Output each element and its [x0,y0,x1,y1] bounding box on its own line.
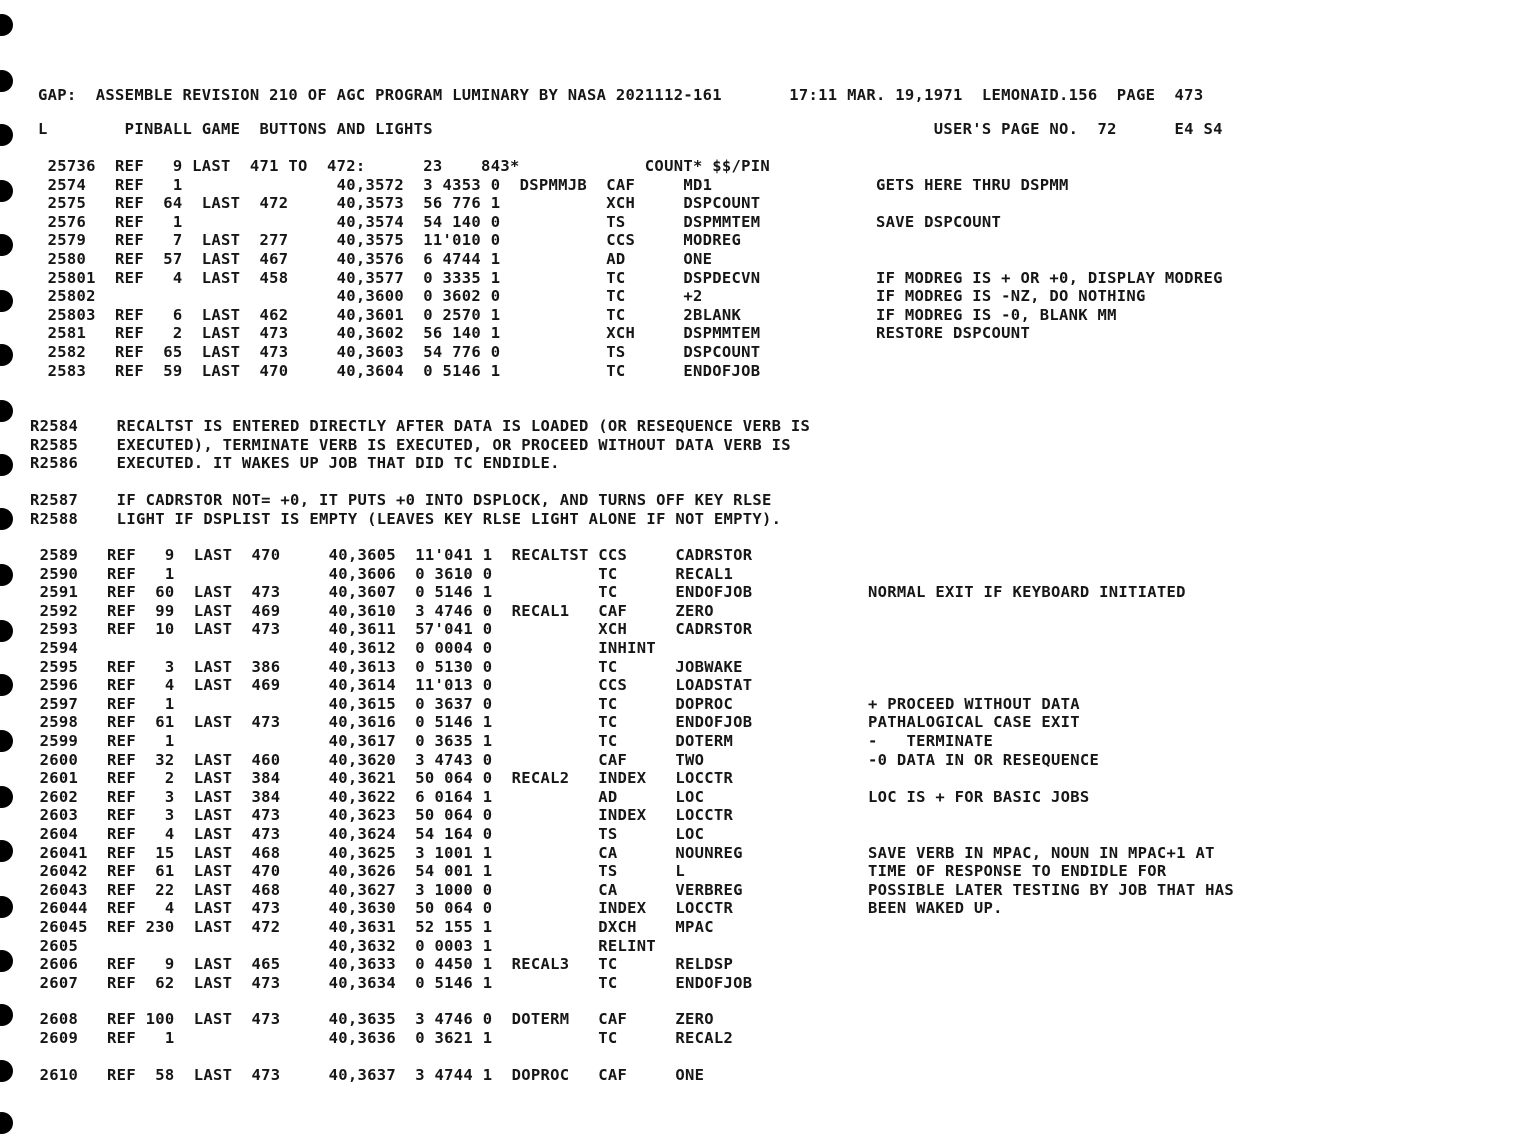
binder-hole [0,400,13,422]
listing-line: 2582 REF 65 LAST 473 40,3603 54 776 0 TS DSPCOUNT [38,343,761,361]
listing-line: 2608 REF 100 LAST 473 40,3635 3 4746 0 DOTERM CAF ZERO [30,1010,714,1028]
listing-line: 2580 REF 57 LAST 467 40,3576 6 4744 1 AD ONE [38,250,713,268]
binder-hole [0,896,13,918]
listing-line: 25802 40,3600 0 3602 0 TC +2 IF MODREG IS -NZ, DO NOTHING [38,287,1146,306]
listing-line: 2602 REF 3 LAST 384 40,3622 6 0164 1 AD LOC LOC IS + FOR BASIC JOBS [30,787,1090,806]
listing-line: 2574 REF 1 40,3572 3 4353 0 DSPMMJB CAF MD1 GETS HERE THRU DSPMM [38,175,1069,194]
listing-line: 2581 REF 2 LAST 473 40,3602 56 140 1 XCH DSPMMTEM RESTORE DSPCOUNT [38,324,1031,343]
listing-line: 2610 REF 58 LAST 473 40,3637 3 4744 1 DOPROC CAF ONE [30,1066,705,1084]
binder-hole [0,1060,13,1082]
listing-line: 26044 REF 4 LAST 473 40,3630 50 064 0 INDEX LOCCTR BEEN WAKED UP. [30,899,1003,918]
listing-line: 2576 REF 1 40,3574 54 140 0 TS DSPMMTEM SAVE DSPCOUNT [38,212,1002,231]
binder-hole [0,1004,13,1026]
binder-hole [0,950,13,972]
listing-line: 2597 REF 1 40,3615 0 3637 0 TC DOPROC + PROCEED WITHOUT DATA [30,694,1080,713]
listing-line: 2605 40,3632 0 0003 1 RELINT [30,936,657,955]
binder-hole [0,508,13,530]
listing-line: 2589 REF 9 LAST 470 40,3605 11'041 1 RECALTST CCS CADRSTOR [30,546,753,564]
binder-hole [0,14,13,36]
listing-line: 2601 REF 2 LAST 384 40,3621 50 064 0 RECAL2 INDEX LOCCTR [30,769,734,788]
listing-line: 2593 REF 10 LAST 473 40,3611 57'041 0 XCH CADRSTOR [30,620,753,639]
listing-line: 26043 REF 22 LAST 468 40,3627 3 1000 0 CA VERBREG POSSIBLE LATER TESTING BY JOB THAT HAS [30,880,1234,899]
listing-line: 2598 REF 61 LAST 473 40,3616 0 5146 1 TC ENDOFJOB PATHALOGICAL CASE EXIT [30,713,1080,732]
listing-line: 2599 REF 1 40,3617 0 3635 1 TC DOTERM - TERMINATE [30,732,994,750]
listing-line: 2592 REF 99 LAST 469 40,3610 3 4746 0 RECAL1 CAF ZERO [30,601,714,620]
binder-hole [0,180,13,202]
binder-hole [0,234,13,256]
listing-line: 25736 REF 9 LAST 471 TO 472: 23 843* COUNT* $$/PIN [38,157,771,175]
listing-line: 2607 REF 62 LAST 473 40,3634 0 5146 1 TC ENDOFJOB [30,973,753,992]
listing-line: 2579 REF 7 LAST 277 40,3575 11'010 0 CCS MODREG [38,231,742,250]
listing-line: GAP: ASSEMBLE REVISION 210 OF AGC PROGRAM LUMINARY BY NASA 2021112-161 17:11 MAR. 19,1971 LEMONAID.156 PAGE 473 [38,86,1204,104]
listing-line: 25803 REF 6 LAST 462 40,3601 0 2570 1 TC 2BLANK IF MODREG IS -0, BLANK MM [38,305,1117,324]
listing-line: R2584 RECALTST IS ENTERED DIRECTLY AFTER DATA IS LOADED (OR RESEQUENCE VERB IS [30,417,811,435]
binder-hole [0,344,13,366]
binder-hole [0,1112,13,1134]
binder-hole [0,730,13,752]
listing-line: 2591 REF 60 LAST 473 40,3607 0 5146 1 TC ENDOFJOB NORMAL EXIT IF KEYBOARD INITIATED [30,583,1186,602]
binder-hole [0,70,13,92]
binder-hole [0,124,13,146]
listing-line: 2600 REF 32 LAST 460 40,3620 3 4743 0 CAF TWO -0 DATA IN OR RESEQUENCE [30,750,1100,769]
listing-line: 2609 REF 1 40,3636 0 3621 1 TC RECAL2 [30,1028,734,1047]
binder-hole [0,564,13,586]
listing-line: R2588 LIGHT IF DSPLIST IS EMPTY (LEAVES KEY RLSE LIGHT ALONE IF NOT EMPTY). [30,509,782,528]
listing-line: R2587 IF CADRSTOR NOT= +0, IT PUTS +0 INTO DSPLOCK, AND TURNS OFF KEY RLSE [30,491,772,509]
listing-line: 2595 REF 3 LAST 386 40,3613 0 5130 0 TC JOBWAKE [30,657,743,676]
listing-line: R2586 EXECUTED. IT WAKES UP JOB THAT DID TC ENDIDLE. [30,454,560,473]
binder-hole [0,840,13,862]
listing-line: 2575 REF 64 LAST 472 40,3573 56 776 1 XCH DSPCOUNT [38,194,761,213]
listing-line: 2603 REF 3 LAST 473 40,3623 50 064 0 INDEX LOCCTR [30,806,734,825]
listing-line: 26042 REF 61 LAST 470 40,3626 54 001 1 TS L TIME OF RESPONSE TO ENDIDLE FOR [30,862,1167,881]
listing-line: 2590 REF 1 40,3606 0 3610 0 TC RECAL1 [30,564,734,583]
listing-line: 2596 REF 4 LAST 469 40,3614 11'013 0 CCS LOADSTAT [30,676,753,695]
binder-hole [0,454,13,476]
listing-line: 2606 REF 9 LAST 465 40,3633 0 4450 1 RECAL3 TC RELDSP [30,955,734,974]
binder-hole [0,290,13,312]
listing-line: 2594 40,3612 0 0004 0 INHINT [30,639,657,657]
listing-line: R2585 EXECUTED), TERMINATE VERB IS EXECUTED, OR PROCEED WITHOUT DATA VERB IS [30,435,791,454]
listing-line: 2583 REF 59 LAST 470 40,3604 0 5146 1 TC ENDOFJOB [38,361,761,380]
listing-line: 2604 REF 4 LAST 473 40,3624 54 164 0 TS LOC [30,825,705,843]
listing-line: L PINBALL GAME BUTTONS AND LIGHTS USER'S PAGE NO. 72 E4 S4 [38,120,1223,138]
binder-hole [0,786,13,808]
listing-line: 26045 REF 230 LAST 472 40,3631 52 155 1 DXCH MPAC [30,918,714,936]
binder-hole [0,620,13,642]
listing-line: 26041 REF 15 LAST 468 40,3625 3 1001 1 CA NOUNREG SAVE VERB IN MPAC, NOUN IN MPAC+1 AT [30,843,1215,862]
listing-line: 25801 REF 4 LAST 458 40,3577 0 3335 1 TC DSPDECVN IF MODREG IS + OR +0, DISPLAY MODREG [38,268,1223,287]
binder-hole [0,674,13,696]
